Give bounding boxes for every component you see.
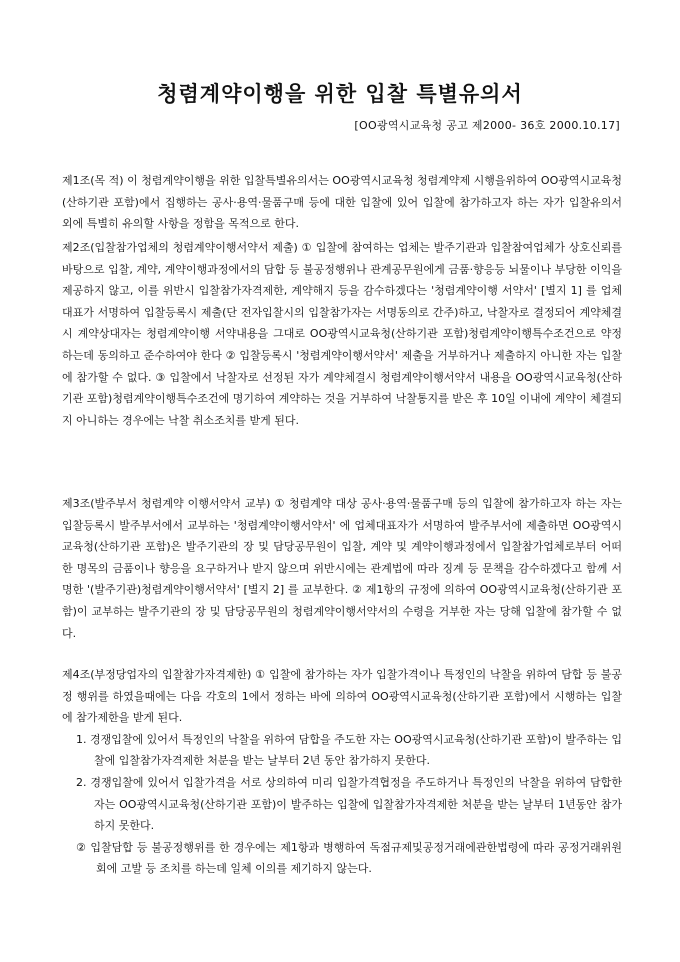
- article-4-item-1: 1. 경쟁입찰에 있어서 특정인의 낙찰을 위하여 담합을 주도한 자는 OO광역시교육청(산하기관 포함)이 발주하는 입찰에 입찰참가자격제한 처분을 받는 날부터 2년 동안 참가하지 못한다.: [76, 732, 622, 768]
- article-4-paragraph-2: ② 입찰담합 등 불공정행위를 한 경우에는 제1항과 병행하여 독점규제및공정거래에관한법령에 따라 공정거래위원회에 고발 등 조치를 하는데 일체 이의를 제기하지 않는다.: [76, 840, 622, 876]
- notice-reference: [OO광역시교육청 공고 제2000- 36호 2000.10.17]: [354, 119, 620, 132]
- document-title: 청렴계약이행을 위한 입찰 특별유의서: [157, 81, 523, 106]
- article-4: [62, 664, 622, 880]
- article-2: 제2조(입찰참가업체의 청렴계약이행서약서 제출) ① 입찰에 참여하는 업체는 발주기관과 입찰참여업체가 상호신뢰를 바탕으로 입찰, 계약, 계약이행과정에서의 담합 등 불공정행위나 관계공무원에게 금품·향응등 뇌물이나 부당한 이익을 제공하지 않고, 이를 위반시 입찰참가자격제한, 계약해지 등을 감수하겠다는 '청렴계약이행 서약서' [별지 1] 를 업체대표가 서명하여 입찰등록시 제출(단 전자입찰시의 입찰참가자는 서명동의로 간주)하고, 낙찰자로 결정되어 계약체결시 계약상대자는 청렴계약이행 서약내용을 그대로 OO광역시교육청(산하기관 포함)청렴계약이행특수조건으로 약정하는데 동의하고 준수하여야 한다 ② 입찰등록시 '청렴계약이행서약서' 제출을 거부하거나 제출하지 아니한 자는 입찰에 참가할 수 없다. ③ 입찰에서 낙찰자로 선정된 자가 계약체결시 청렴계약이행서약서 내용을 OO광역시교육청(산하기관 포함)청렴계약이행특수조건에 명기하여 계약하는 것을 거부하여 낙찰통지를 받은 후 10일 이내에 계약이 체결되지 아니하는 경우에는 낙찰 취소조치를 받게 된다.: [62, 241, 622, 427]
- article-1: 제1조(목 적) 이 청렴계약이행을 위한 입찰특별유의서는 OO광역시교육청 청렴계약제 시행을위하여 OO광역시교육청(산하기관 포함)에서 집행하는 공사·용역·물품구매 등에 대한 입찰에 있어 입찰에 참가하고자 하는 자가 입찰유의서 외에 특별히 유의할 사항을 정함을 목적으로 한다.: [62, 174, 622, 231]
- article-4-intro: 제4조(부정당업자의 입찰참가자격제한) ① 입찰에 참가하는 자가 입찰가격이나 특정인의 낙찰을 위하여 담합 등 불공정 행위를 하였을때에는 다음 각호의 1에서 정하는 바에 의하여 OO광역시교육청(산하기관 포함)에서 시행하는 입찰에 참가제한을 받게 된다.: [62, 668, 622, 725]
- article-3: 제3조(발주부서 청렴계약 이행서약서 교부) ① 청렴계약 대상 공사·용역·물품구매 등의 입찰에 참가하고자 하는 자는 입찰등록시 발주부서에서 교부하는 '청렴계약이행서약서' 에 업체대표자가 서명하여 발주부서에 제출하면 OO광역시교육청(산하기관 포함)은 발주기관의 장 및 담당공무원이 입찰, 계약 및 계약이행과정에서 입찰참가업체로부터 어떠한 명목의 금품이나 향응을 요구하거나 받지 않으며 위반시에는 관계법에 따라 징계 등 문책을 감수하겠다고 함께 서명한 '(발주기관)청렴계약이행서약서' [별지 2] 를 교부한다. ② 제1항의 규정에 의하여 OO광역시교육청(산하기관 포함)이 교부하는 발주기관의 장 및 담당공무원의 청렴계약이행서약서의 수령을 거부한 자는 당해 입찰에 참가할 수 없다.: [62, 497, 622, 640]
- article-4-item-2: 2. 경쟁입찰에 있어서 입찰가격을 서로 상의하여 미리 입찰가격협정을 주도하거나 특정인의 낙찰을 위하여 담합한 자는 OO광역시교육청(산하기관 포함)이 발주하는 입찰에 입찰참가자격제한 처분을 받는 날부터 1년동안 참가하지 못한다.: [76, 775, 622, 833]
